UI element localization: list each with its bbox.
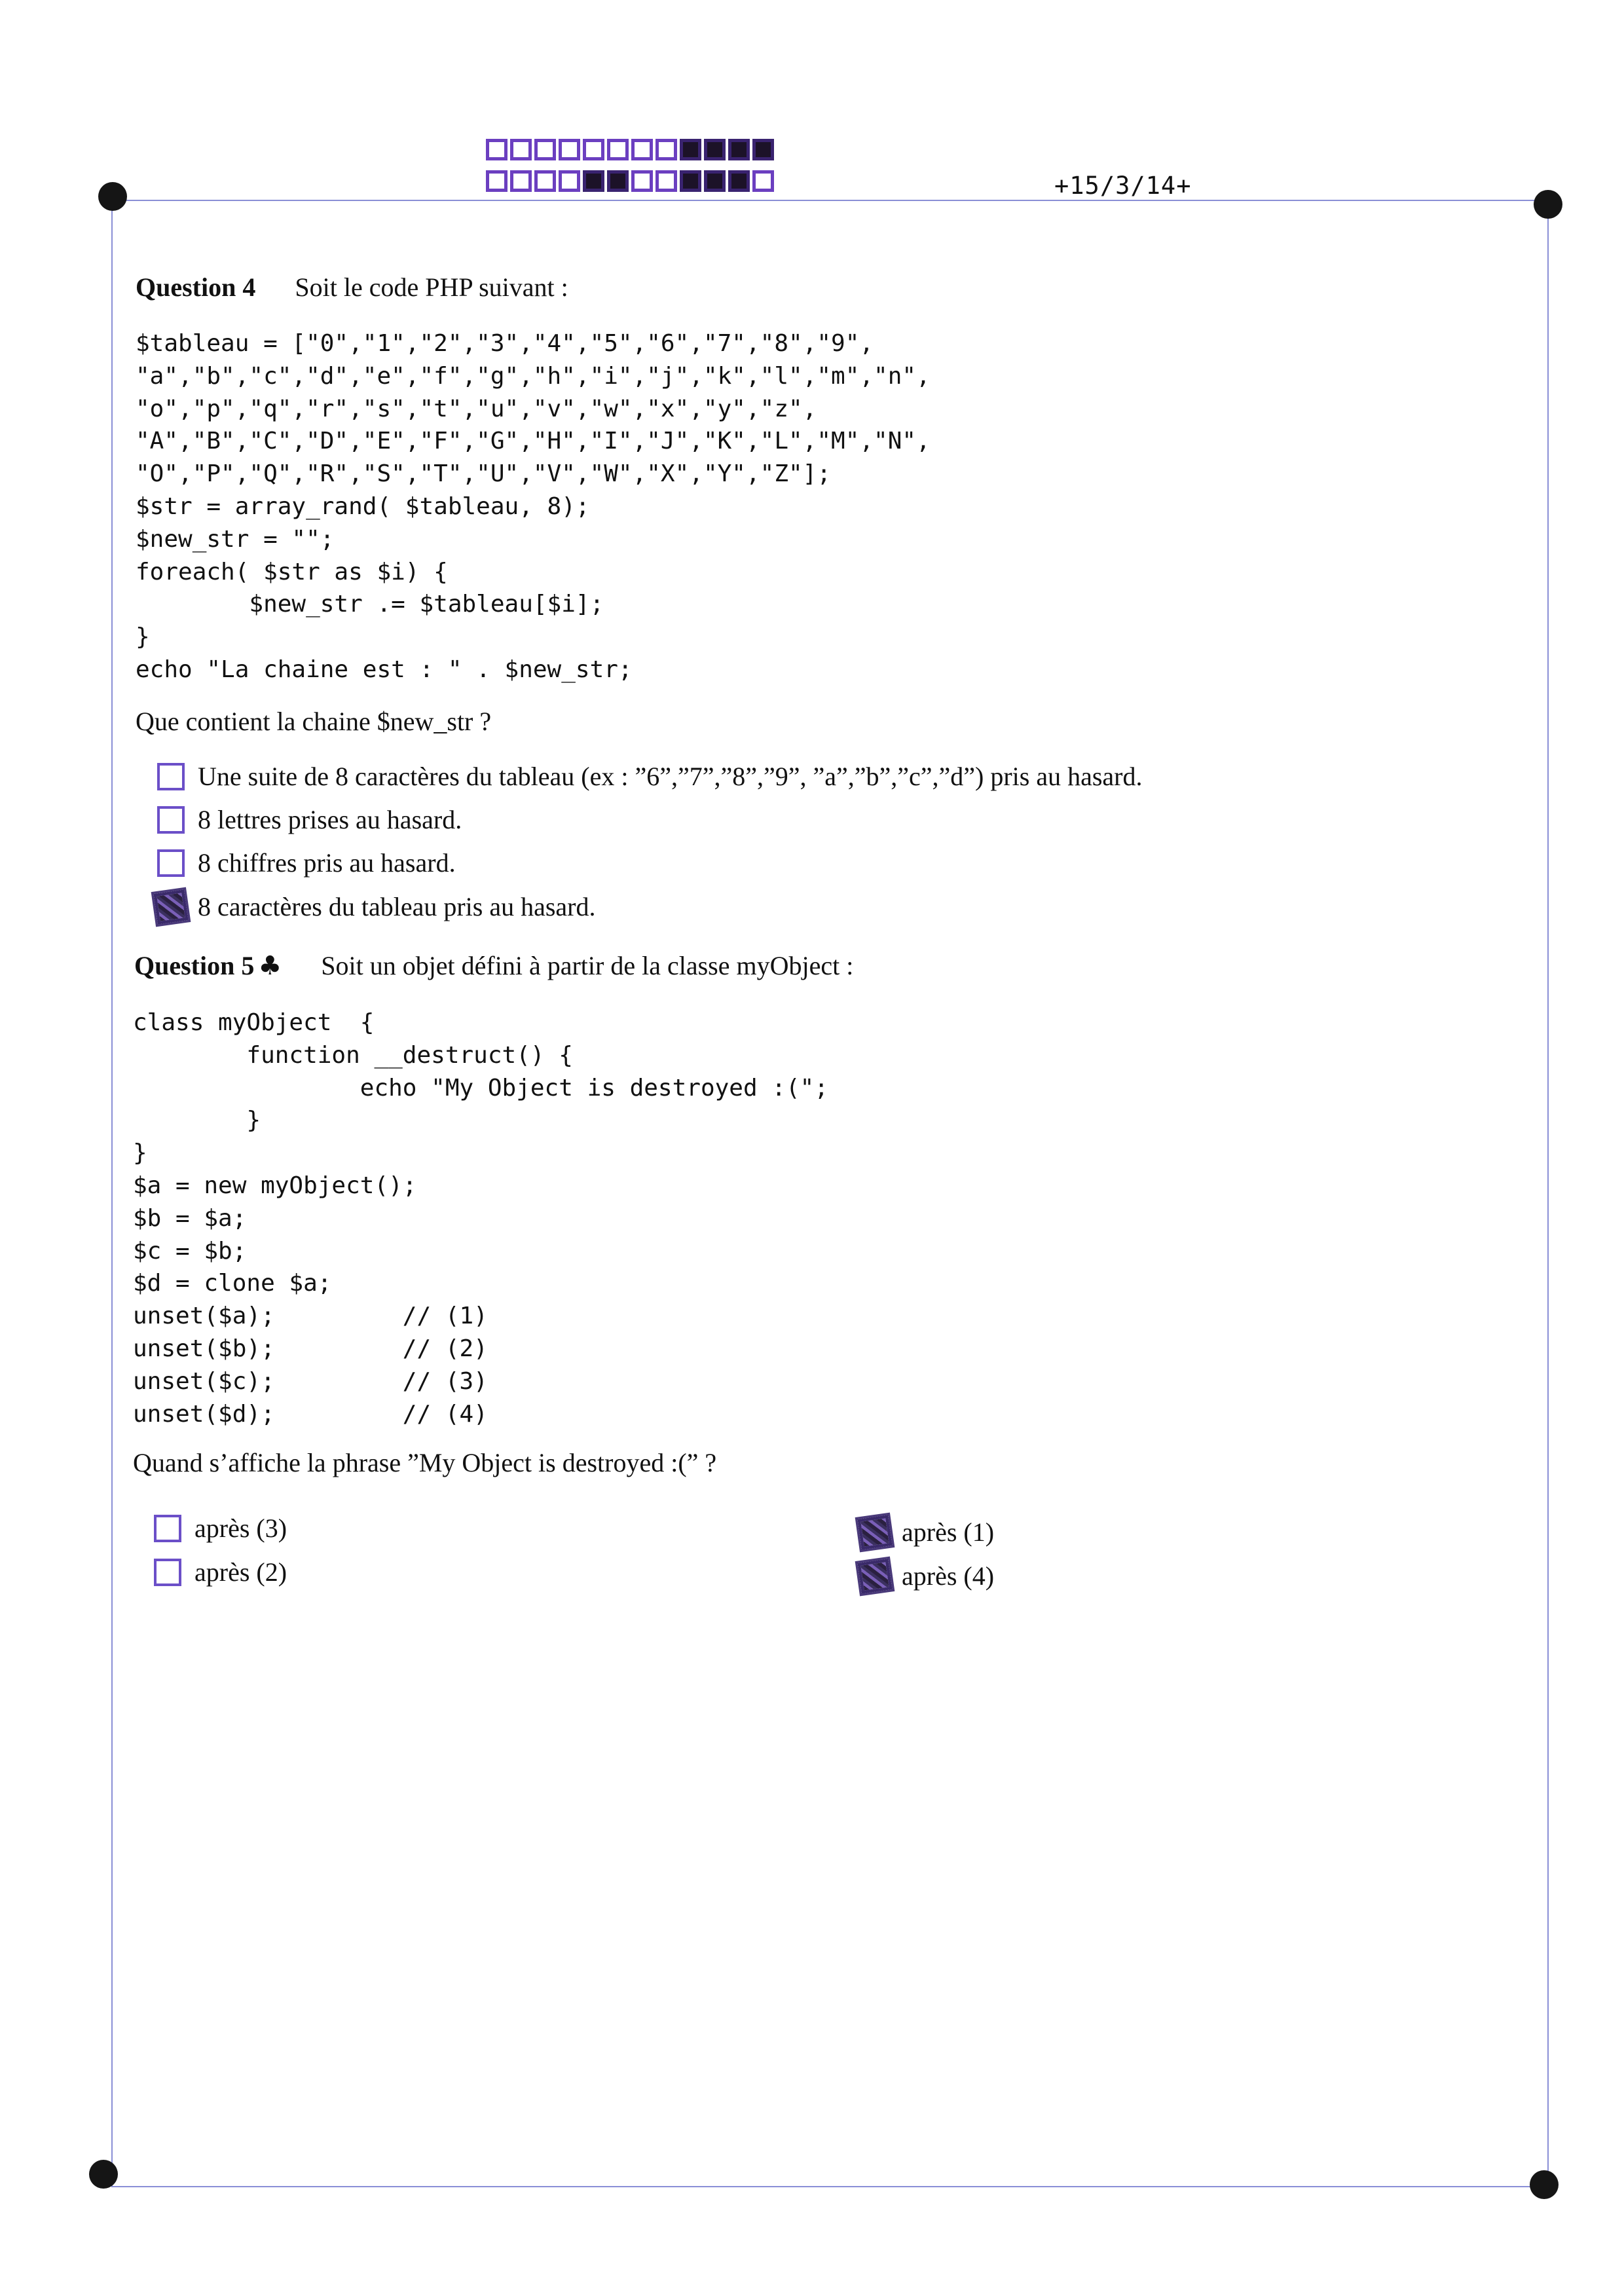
question-4-header <box>136 272 568 303</box>
code-cell-filled <box>704 139 726 160</box>
club-icon: ♣ <box>258 951 282 981</box>
question-4-code: $tableau = ["0","1","2","3","4","5","6","7","8","9", "a","b","c","d","e","f","g","h","i","j","k","l","m","n", "o","p","q","r","s","t","u","v","w","x","y","z", "A","B","C","D","E","F","G","H","I","J","K","L","M","N", "O","P","Q","R","S","T","U","V","W","X","Y","Z"]; $str = array_rand( $tableau, 8); $new_str = ""; foreach( $str as $i) { $new_str .= $tableau[$i]; } echo "La chaine est : " . $new_str; <box>136 330 931 683</box>
q5-option-2[interactable] <box>154 1557 287 1587</box>
code-cell-empty <box>510 170 532 192</box>
question-5-prompt: Quand s’affiche la phrase ”My Object is destroyed :(” ? <box>133 1448 717 1477</box>
code-cell-empty <box>510 139 532 160</box>
code-cell-empty <box>559 139 580 160</box>
code-cell-empty <box>752 170 774 192</box>
q4-option-4[interactable] <box>157 891 595 922</box>
option-label: Une suite de 8 caractères du tableau (ex : ”6”,”7”,”8”,”9”, ”a”,”b”,”c”,”d”) pris au hasard. <box>198 762 1143 791</box>
q5-option-4[interactable] <box>861 1561 994 1591</box>
checkbox-checked[interactable] <box>857 1559 892 1593</box>
corner-mark-bottom-right <box>1530 2170 1559 2199</box>
code-cell-filled <box>728 170 750 192</box>
code-cell-filled <box>704 170 726 192</box>
question-4-prompt: Que contient la chaine $new_str ? <box>136 707 492 736</box>
option-label: après (3) <box>194 1513 287 1543</box>
code-cell-filled <box>680 170 701 192</box>
option-label: après (1) <box>902 1517 995 1547</box>
option-label: après (4) <box>902 1561 995 1591</box>
corner-mark-top-right <box>1534 190 1562 219</box>
code-cell-filled <box>752 139 774 160</box>
q4-option-3[interactable] <box>157 847 456 878</box>
code-cell-empty <box>631 139 653 160</box>
question-title: Soit un objet défini à partir de la classe myObject : <box>321 951 854 980</box>
question-5-header <box>134 950 853 981</box>
code-cell-empty <box>631 170 653 192</box>
checkbox[interactable] <box>154 1515 181 1542</box>
question-number: Question 5 ♣ <box>134 951 282 981</box>
question-5-code: class myObject { function __destruct() { echo "My Object is destroyed :("; } } $a = new myObject(); $b = $a; $c = $b; $d = clone $a; unset($a); // (1) unset($b); // (2) unset($c); // (3) unset($d); // (4) <box>133 1009 829 1428</box>
question-number: Question 4 <box>136 272 256 302</box>
option-label: 8 caractères du tableau pris au hasard. <box>198 892 596 921</box>
checkbox-checked[interactable] <box>153 889 188 924</box>
checkbox[interactable] <box>157 763 185 790</box>
checkbox[interactable] <box>157 806 185 834</box>
option-label: après (2) <box>194 1557 287 1587</box>
code-cell-empty <box>607 139 629 160</box>
code-cell-empty <box>655 139 677 160</box>
code-cell-empty <box>655 170 677 192</box>
code-cell-empty <box>534 139 556 160</box>
code-cell-filled <box>607 170 629 192</box>
id-code-bar-bottom <box>486 170 777 192</box>
q5-option-3[interactable] <box>861 1517 994 1547</box>
corner-mark-top-left <box>98 182 127 211</box>
q5-option-1[interactable] <box>154 1513 287 1544</box>
option-label: 8 chiffres pris au hasard. <box>198 848 456 878</box>
page-id: +15/3/14+ <box>1054 172 1192 200</box>
code-cell-filled <box>583 170 604 192</box>
code-cell-filled <box>728 139 750 160</box>
id-code-bar-top <box>486 139 777 160</box>
checkbox[interactable] <box>157 849 185 877</box>
question-title: Soit le code PHP suivant : <box>295 272 568 302</box>
code-cell-empty <box>486 170 507 192</box>
checkbox[interactable] <box>154 1559 181 1586</box>
q4-option-2[interactable] <box>157 804 462 835</box>
checkbox-checked[interactable] <box>857 1515 892 1549</box>
code-cell-empty <box>559 170 580 192</box>
corner-mark-bottom-left <box>89 2160 118 2189</box>
code-cell-empty <box>583 139 604 160</box>
code-cell-empty <box>534 170 556 192</box>
q4-option-1[interactable] <box>157 761 1143 792</box>
option-label: 8 lettres prises au hasard. <box>198 805 462 834</box>
code-cell-empty <box>486 139 507 160</box>
code-cell-filled <box>680 139 701 160</box>
